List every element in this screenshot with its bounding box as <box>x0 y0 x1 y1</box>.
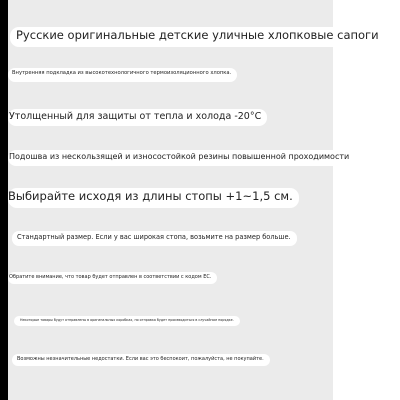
message-bubble-eu-code: Обратите внимание, что товар будет отправлен в соответствии с кодом ЕС. <box>8 272 217 284</box>
message-bubble-lining: Внутренняя подкладка из высокотехнологичного термоизоляционного хлопка. <box>8 68 237 82</box>
left-border-bar <box>0 0 8 400</box>
message-bubble-temperature: Утолщенный для защиты от тепла и холода -20°C <box>8 109 267 126</box>
message-bubble-size-choice: Выбирайте исходя из длины стопы +1~1,5 см. <box>8 188 299 208</box>
message-bubble-standard-size: Стандартный размер. Если у вас широкая стопа, возьмите на размер больше. <box>12 231 297 246</box>
message-bubble-defects: Возможны незначительные недостатки. Если вас это беспокоит, пожалуйста, не покупайте. <box>12 354 270 366</box>
message-bubble-sole: Подошва из нескользящей и износостойкой резины повышенной проходимости <box>8 150 355 166</box>
message-bubble-shipping-box: Некоторые товары будут отправлены в оригинальных коробках, но отправка будет производиться в случайном порядке. <box>14 316 240 326</box>
message-bubble-title: Русские оригинальные детские уличные хлопковые сапоги <box>10 27 385 47</box>
